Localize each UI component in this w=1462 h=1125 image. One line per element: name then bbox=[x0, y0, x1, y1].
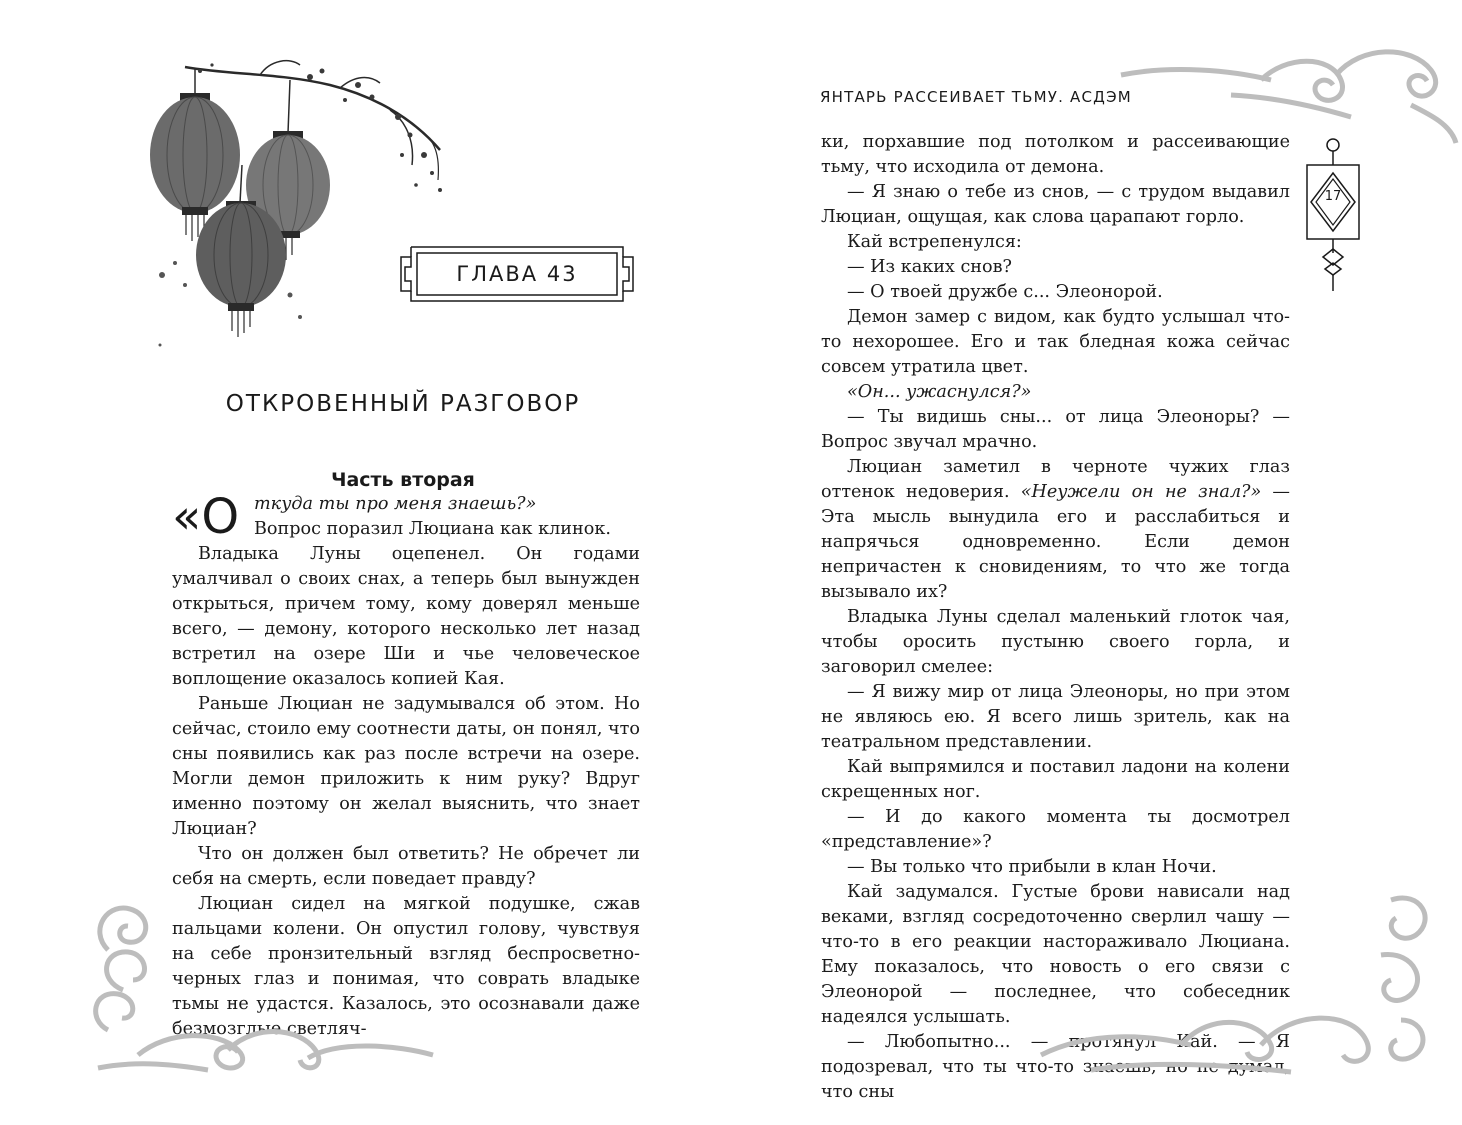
running-head: ЯНТАРЬ РАССЕИВАЕТ ТЬМУ. АСДЭМ bbox=[820, 88, 1132, 106]
paragraph: — Я знаю о тебе из снов, — с трудом выдавил Люциан, ощущая, как слова царапают горло. bbox=[821, 182, 1290, 227]
text-run: — Эта мысль вынудила его и расслабиться и напрячься одновременно. Если демон непричастен к сновидениям, то что же тогда вызывало их? bbox=[821, 482, 1290, 602]
cloud-ornament-bottom-right bbox=[1031, 860, 1441, 1080]
paragraph-continued: ки, порхавшие под потолком и рассеивающие тьму, что исходила от демона. bbox=[821, 132, 1290, 177]
paragraph: Владыка Луны сделал маленький глоток чая, чтобы оросить пустыню своего горла, и заговорил смелее: bbox=[821, 607, 1290, 677]
chapter-label: ГЛАВА 43 bbox=[456, 262, 578, 286]
italic-run: «Неужели он не знал?» bbox=[1020, 482, 1262, 502]
paragraph: — Любопытно... — протянул Кай. — Я подозревал, что ты что-то знаешь, но не думал, что сны bbox=[821, 1032, 1290, 1102]
dropcap bbox=[172, 489, 240, 545]
chapter-label-frame bbox=[397, 243, 637, 305]
chapter-subtitle: Часть вторая bbox=[331, 468, 475, 491]
right-page bbox=[731, 0, 1462, 1125]
paragraph: Владыка Луны оцепенел. Он годами умалчивал о своих снах, а теперь был вынужден открыться, причем тому, кому доверял меньше всего, — демону, которого несколько лет назад встретил на озере Ши и чье человеческое воплощение оказалось копией Кая. bbox=[172, 544, 640, 689]
italic-thought: «Он... ужаснулся?» bbox=[847, 382, 1032, 402]
dropcap-first-line: ткуда ты про меня знаешь?» bbox=[254, 494, 537, 514]
dropcap-second-line: Вопрос поразил Люциана как клинок. bbox=[254, 519, 611, 539]
chapter-title: ОТКРОВЕННЫЙ РАЗГОВОР bbox=[225, 391, 581, 418]
paragraph: — Вы только что прибыли в клан Ночи. bbox=[847, 857, 1217, 877]
text-run: Люциан заметил в черноте чужих глаз оттенок недоверия. bbox=[821, 457, 1290, 502]
paragraph: — Я вижу мир от лица Элеоноры, но при этом не являюсь ею. Я всего лишь зритель, как на театральном представлении. bbox=[821, 682, 1290, 752]
paragraph-mixed bbox=[821, 455, 1290, 605]
paragraph: Кай выпрямился и поставил ладони на колени скрещенных ног. bbox=[821, 757, 1290, 802]
paragraph: Что он должен был ответить? Не обречет ли себя на смерть, если поведает правду? bbox=[172, 844, 640, 889]
paragraph: Раньше Люциан не задумывался об этом. Но сейчас, стоило ему соотнести даты, он понял, что сны появились как раз после встречи на озере. Могли демон приложить к ним руку? Вдруг именно поэтому он желал выяснить, что знает Люциан? bbox=[172, 694, 640, 839]
page-number-ornament bbox=[1301, 135, 1365, 295]
dropcap-letter: О bbox=[201, 489, 240, 545]
paragraph: — О твоей дружбе с... Элеонорой. bbox=[847, 282, 1163, 302]
page-number: 17 bbox=[1324, 189, 1342, 204]
paragraph: — И до какого момента ты досмотрел «представление»? bbox=[821, 807, 1290, 852]
paragraph: — Из каких снов? bbox=[847, 257, 1012, 277]
dropcap-opening bbox=[172, 489, 640, 545]
paragraph: Демон замер с видом, как будто услышал что-то нехорошее. Его и так бледная кожа сейчас совсем утратила цвет. bbox=[821, 307, 1290, 377]
lantern-branch-illustration bbox=[140, 55, 470, 365]
paragraph: Кай встрепенулся: bbox=[847, 232, 1022, 252]
dropcap-quote: « bbox=[172, 489, 202, 545]
cloud-ornament-bottom-left bbox=[78, 880, 438, 1080]
paragraph: Люциан сидел на мягкой подушке, сжав пальцами колени. Он опустил голову, чувствуя на себе пронзительный взгляд беспросветно-черных глаз и понимая, что соврать владыке тьмы не удастся. Казалось, это осознавали даже безмозглые светляч- bbox=[172, 894, 640, 1039]
paragraph: — Ты видишь сны... от лица Элеоноры? — Вопрос звучал мрачно. bbox=[821, 407, 1290, 452]
paragraph: Кай задумался. Густые брови нависали над веками, взгляд сосредоточенно сверлил чашу — что-то в его реакции настораживало Люциана. Ему показалось, что новость о его связи с Элеонорой — последнее, что собеседник надеялся услышать. bbox=[821, 882, 1290, 1027]
